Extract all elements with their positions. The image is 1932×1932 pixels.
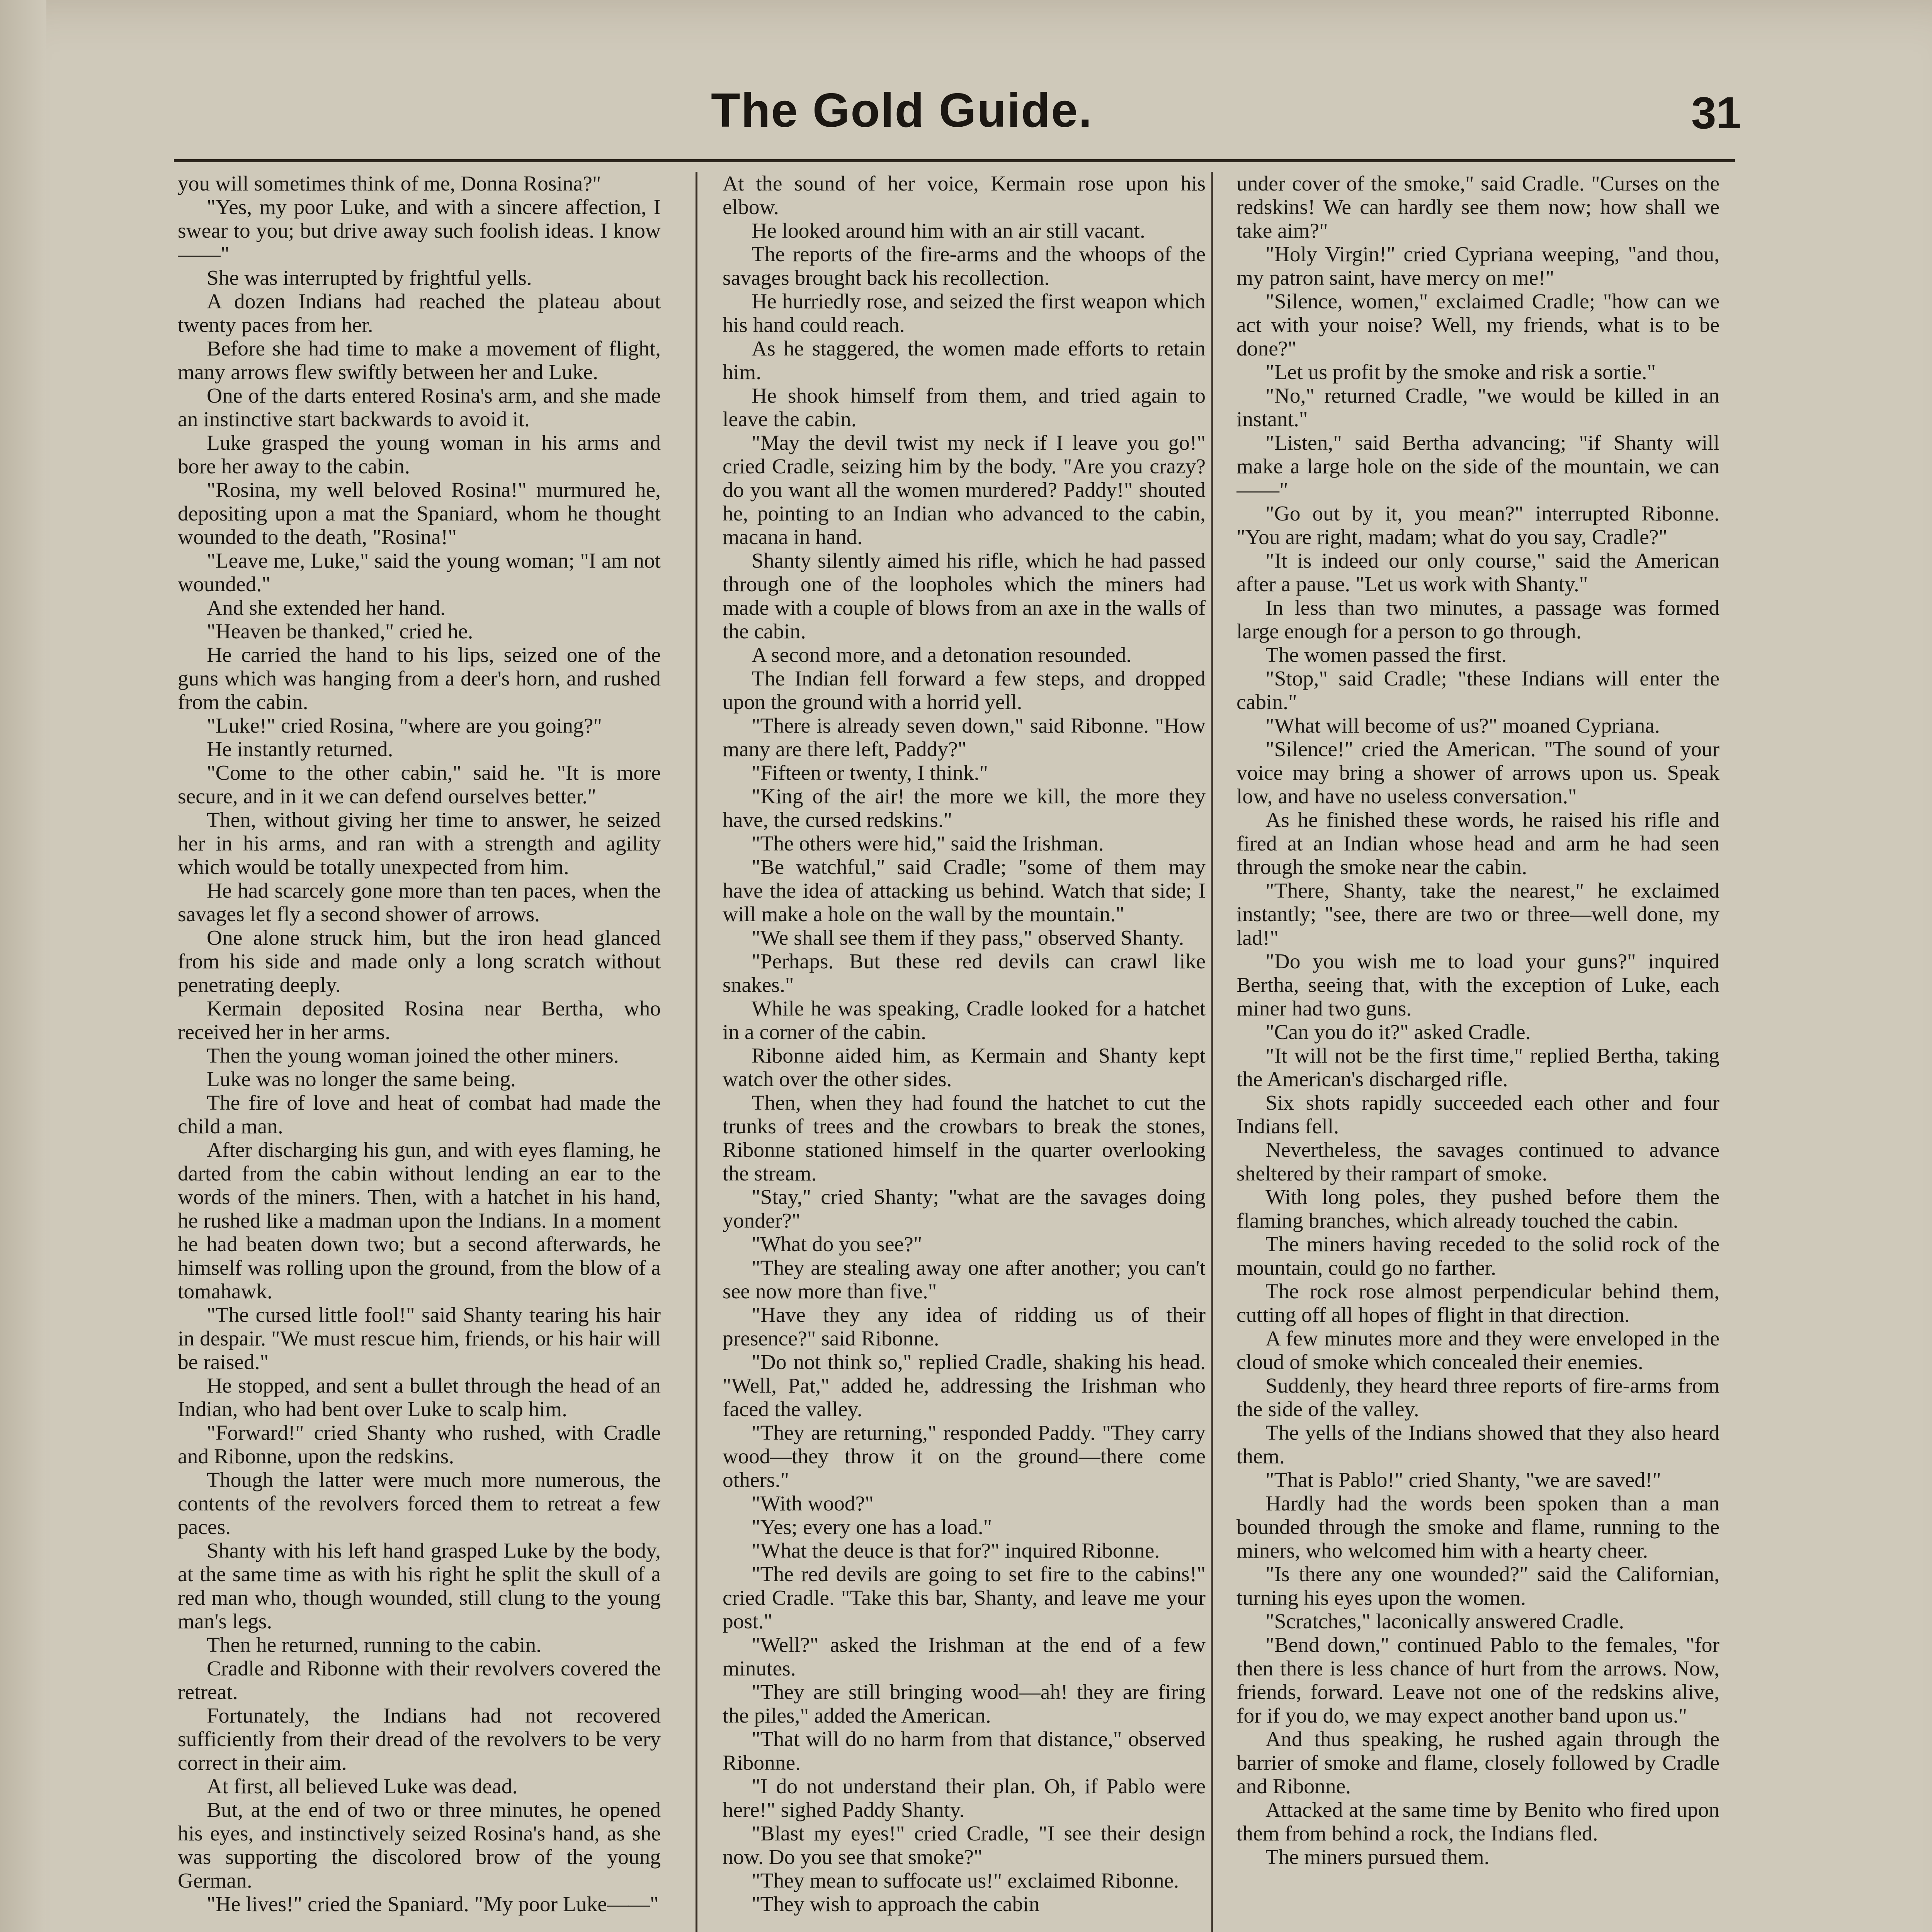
paragraph: "Let us profit by the smoke and risk a sortie." [1265, 361, 1656, 384]
paragraph: Shanty silently aimed his rifle, which he had passed through one of the loopholes which the miners had made with a couple of blows from an axe in the walls of the cabin. [723, 549, 1206, 643]
paragraph: With long poles, they pushed before them the flaming branches, which already touched the cabin. [1236, 1185, 1719, 1233]
header-rule [174, 159, 1735, 162]
paragraph: "Stop," said Cradle; "these Indians will enter the cabin." [1236, 667, 1719, 714]
paragraph: "Heaven be thanked," cried he. [207, 620, 473, 643]
paragraph: After discharging his gun, and with eyes flaming, he darted from the cabin without lending an ear to the words of the miners. Then, with a hatchet in his hand, he rushed like a madman upon the Indians. In a moment he had beaten down two; but a second afterwards, he himself was rolling upon the ground, from the blow of a tomahawk. [178, 1138, 661, 1303]
paragraph: "Be watchful," said Cradle; "some of them may have the idea of attacking us behind. Watch that side; I will make a hole on the wall by the mountain." [723, 855, 1206, 926]
paragraph: "We shall see them if they pass," observed Shanty. [752, 926, 1184, 950]
paragraph: "That will do no harm from that distance," observed Ribonne. [723, 1728, 1206, 1775]
paragraph: "Have they any idea of ridding us of their presence?" said Ribonne. [723, 1303, 1206, 1350]
paragraph: "They are still bringing wood—ah! they are firing the piles," added the American. [723, 1680, 1206, 1728]
paragraph: Six shots rapidly succeeded each other and four Indians fell. [1236, 1091, 1719, 1138]
paragraph: "Do not think so," replied Cradle, shaking his head. "Well, Pat," added he, addressing the Irishman who faced the valley. [723, 1350, 1206, 1421]
paragraph: "There, Shanty, take the nearest," he exclaimed instantly; "see, there are two or three—well done, my lad!" [1236, 879, 1719, 950]
paragraph: He stopped, and sent a bullet through the head of an Indian, who had bent over Luke to scalp him. [178, 1374, 661, 1421]
paragraph: "Do you wish me to load your guns?" inquired Bertha, seeing that, with the exception of Luke, each miner had two guns. [1236, 950, 1719, 1020]
paragraph: He hurriedly rose, and seized the first weapon which his hand could reach. [723, 290, 1206, 337]
paragraph: "Is there any one wounded?" said the Californian, turning his eyes upon the women. [1236, 1563, 1719, 1610]
paragraph: under cover of the smoke," said Cradle. "Curses on the redskins! We can hardly see them now; how shall we take aim?" [1236, 172, 1719, 243]
paragraph: And thus speaking, he rushed again through the barrier of smoke and flame, closely followed by Cradle and Ribonne. [1236, 1728, 1719, 1798]
paragraph: "Go out by it, you mean?" interrupted Ribonne. "You are right, madam; what do you say, Cradle?" [1236, 502, 1719, 549]
paragraph: "Rosina, my well beloved Rosina!" murmured he, depositing upon a mat the Spaniard, whom he thought wounded to the death, "Rosina!" [178, 478, 661, 549]
paragraph: Suddenly, they heard three reports of fire-arms from the side of the valley. [1236, 1374, 1719, 1421]
paragraph: A dozen Indians had reached the plateau about twenty paces from her. [178, 290, 661, 337]
paragraph: The miners having receded to the solid rock of the mountain, could go no farther. [1236, 1233, 1719, 1280]
paragraph: "They wish to approach the cabin [752, 1893, 1040, 1916]
paragraph: Then, when they had found the hatchet to cut the trunks of trees and the crowbars to break the stones, Ribonne stationed himself in the quarter overlooking the stream. [723, 1091, 1206, 1185]
paragraph: "Silence, women," exclaimed Cradle; "how can we act with your noise? Well, my friends, what is to be done?" [1236, 290, 1719, 361]
page-title: The Gold Guide. [711, 84, 1093, 137]
paragraph: "It will not be the first time," replied Bertha, taking the American's discharged rifle. [1236, 1044, 1719, 1091]
paragraph: "Forward!" cried Shanty who rushed, with Cradle and Ribonne, upon the redskins. [178, 1421, 661, 1468]
paragraph: Though the latter were much more numerous, the contents of the revolvers forced them to retreat a few paces. [178, 1468, 661, 1539]
paragraph: "Well?" asked the Irishman at the end of a few minutes. [723, 1633, 1206, 1680]
page-binding-edge [0, 0, 46, 1932]
paragraph: "There is already seven down," said Ribonne. "How many are there left, Paddy?" [723, 714, 1206, 761]
paragraph: "With wood?" [752, 1492, 874, 1515]
paragraph: While he was speaking, Cradle looked for a hatchet in a corner of the cabin. [723, 997, 1206, 1044]
paragraph: Luke was no longer the same being. [207, 1068, 516, 1091]
paragraph: Cradle and Ribonne with their revolvers covered the retreat. [178, 1657, 661, 1704]
paragraph: A second more, and a detonation resounded. [752, 643, 1132, 667]
paragraph: Attacked at the same time by Benito who fired upon them from behind a rock, the Indians fled. [1236, 1798, 1719, 1845]
paragraph: "Luke!" cried Rosina, "where are you going?" [207, 714, 602, 738]
paragraph: "May the devil twist my neck if I leave you go!" cried Cradle, seizing him by the body. "Are you crazy? do you want all the women murdered? Paddy!" shouted he, pointing to an Indian who advanced to the cabin, macana in hand. [723, 431, 1206, 549]
paragraph: He looked around him with an air still vacant. [752, 219, 1145, 243]
paragraph: As he staggered, the women made efforts to retain him. [723, 337, 1206, 384]
text-column-3 [1236, 172, 1719, 1932]
paragraph: "King of the air! the more we kill, the more they have, the cursed redskins." [723, 785, 1206, 832]
paragraph: And she extended her hand. [207, 596, 446, 620]
paragraph: But, at the end of two or three minutes, he opened his eyes, and instinctively seized Rosina's hand, as she was supporting the discolored brow of the young German. [178, 1798, 661, 1893]
paragraph: Before she had time to make a movement of flight, many arrows flew swiftly between her and Luke. [178, 337, 661, 384]
paragraph: "No," returned Cradle, "we would be killed in an instant." [1236, 384, 1719, 431]
paragraph: "That is Pablo!" cried Shanty, "we are saved!" [1265, 1468, 1662, 1492]
paragraph: "Blast my eyes!" cried Cradle, "I see their design now. Do you see that smoke?" [723, 1822, 1206, 1869]
paragraph: you will sometimes think of me, Donna Rosina?" [178, 172, 601, 196]
paragraph: One alone struck him, but the iron head glanced from his side and made only a long scratch without penetrating deeply. [178, 926, 661, 997]
paragraph: Then, without giving her time to answer, he seized her in his arms, and ran with a strength and agility which would be totally unexpected from him. [178, 808, 661, 879]
paragraph: Hardly had the words been spoken than a man bounded through the smoke and flame, running to the miners, who welcomed him with a hearty cheer. [1236, 1492, 1719, 1563]
paragraph: "Perhaps. But these red devils can crawl like snakes." [723, 950, 1206, 997]
paragraph: "Yes, my poor Luke, and with a sincere affection, I swear to you; but drive away such foolish ideas. I know——" [178, 196, 661, 266]
paragraph: The women passed the first. [1265, 643, 1507, 667]
paragraph: "Holy Virgin!" cried Cypriana weeping, "and thou, my patron saint, have mercy on me!" [1236, 243, 1719, 290]
paragraph: He shook himself from them, and tried again to leave the cabin. [723, 384, 1206, 431]
paragraph: "Silence!" cried the American. "The sound of your voice may bring a shower of arrows upon us. Speak low, and have no useless conversation." [1236, 738, 1719, 808]
paragraph: Shanty with his left hand grasped Luke by the body, at the same time as with his right he split the skull of a red man who, though wounded, still clung to the young man's legs. [178, 1539, 661, 1633]
paragraph: "Stay," cried Shanty; "what are the savages doing yonder?" [723, 1185, 1206, 1233]
paragraph: "The others were hid," said the Irishman. [752, 832, 1104, 855]
paragraph: "The cursed little fool!" said Shanty tearing his hair in despair. "We must rescue him, friends, or his hair will be raised." [178, 1303, 661, 1374]
paragraph: He had scarcely gone more than ten paces, when the savages let fly a second shower of arrows. [178, 879, 661, 926]
paragraph: "He lives!" cried the Spaniard. "My poor Luke——" [207, 1893, 659, 1916]
paragraph: "Leave me, Luke," said the young woman; "I am not wounded." [178, 549, 661, 596]
paragraph: At first, all believed Luke was dead. [207, 1775, 518, 1798]
paragraph: "Fifteen or twenty, I think." [752, 761, 988, 785]
page-number: 31 [1691, 88, 1741, 138]
paragraph: One of the darts entered Rosina's arm, and she made an instinctive start backwards to avoid it. [178, 384, 661, 431]
paragraph: The reports of the fire-arms and the whoops of the savages brought back his recollection. [723, 243, 1206, 290]
paragraph: "They are returning," responded Paddy. "They carry wood—they throw it on the ground—there come others." [723, 1421, 1206, 1492]
paragraph: "Can you do it?" asked Cradle. [1265, 1020, 1531, 1044]
paragraph: "What do you see?" [752, 1233, 922, 1256]
text-column-1 [178, 172, 661, 1932]
paragraph: As he finished these words, he raised his rifle and fired at an Indian whose head and arm he had seen through the smoke near the cabin. [1236, 808, 1719, 879]
paragraph: At the sound of her voice, Kermain rose upon his elbow. [723, 172, 1206, 219]
paragraph: He carried the hand to his lips, seized one of the guns which was hanging from a deer's horn, and rushed from the cabin. [178, 643, 661, 714]
column-divider [1211, 172, 1213, 1932]
paragraph: He instantly returned. [207, 738, 393, 761]
paragraph: "Yes; every one has a load." [752, 1515, 992, 1539]
paragraph: A few minutes more and they were enveloped in the cloud of smoke which concealed their enemies. [1236, 1327, 1719, 1374]
paragraph: "Bend down," continued Pablo to the females, "for then there is less chance of hurt from the arrows. Now, friends, forward. Leave not one of the redskins alive, for if you do, we may expect another band upon us." [1236, 1633, 1719, 1728]
paragraph: Fortunately, the Indians had not recovered sufficiently from their dread of the revolvers to be very correct in their aim. [178, 1704, 661, 1775]
paragraph: Luke grasped the young woman in his arms and bore her away to the cabin. [178, 431, 661, 478]
paragraph: "What will become of us?" moaned Cypriana. [1265, 714, 1660, 738]
paragraph: In less than two minutes, a passage was formed large enough for a person to go through. [1236, 596, 1719, 643]
paragraph: "It is indeed our only course," said the American after a pause. "Let us work with Shanty." [1236, 549, 1719, 596]
paragraph: The miners pursued them. [1265, 1845, 1490, 1869]
column-divider [696, 172, 697, 1932]
paragraph: "Listen," said Bertha advancing; "if Shanty will make a large hole on the side of the mountain, we can——" [1236, 431, 1719, 502]
paragraph: Kermain deposited Rosina near Bertha, who received her in her arms. [178, 997, 661, 1044]
paragraph: "Scratches," laconically answered Cradle. [1265, 1610, 1624, 1633]
paragraph: Then he returned, running to the cabin. [207, 1633, 542, 1657]
paragraph: "What the deuce is that for?" inquired Ribonne. [752, 1539, 1160, 1563]
paragraph: Nevertheless, the savages continued to advance sheltered by their rampart of smoke. [1236, 1138, 1719, 1185]
text-column-2 [723, 172, 1206, 1932]
paragraph: "They mean to suffocate us!" exclaimed Ribonne. [752, 1869, 1179, 1893]
paragraph: "The red devils are going to set fire to the cabins!" cried Cradle. "Take this bar, Shanty, and leave me your post." [723, 1563, 1206, 1633]
paragraph: The rock rose almost perpendicular behind them, cutting off all hopes of flight in that direction. [1236, 1280, 1719, 1327]
paragraph: She was interrupted by frightful yells. [207, 266, 532, 290]
paragraph: Then the young woman joined the other miners. [207, 1044, 619, 1068]
paragraph: The fire of love and heat of combat had made the child a man. [178, 1091, 661, 1138]
paragraph: Ribonne aided him, as Kermain and Shanty kept watch over the other sides. [723, 1044, 1206, 1091]
paragraph: "I do not understand their plan. Oh, if Pablo were here!" sighed Paddy Shanty. [723, 1775, 1206, 1822]
paragraph: "Come to the other cabin," said he. "It is more secure, and in it we can defend ourselves better." [178, 761, 661, 808]
paragraph: The Indian fell forward a few steps, and dropped upon the ground with a horrid yell. [723, 667, 1206, 714]
paragraph: The yells of the Indians showed that they also heard them. [1236, 1421, 1719, 1468]
paragraph: "They are stealing away one after another; you can't see now more than five." [723, 1256, 1206, 1303]
